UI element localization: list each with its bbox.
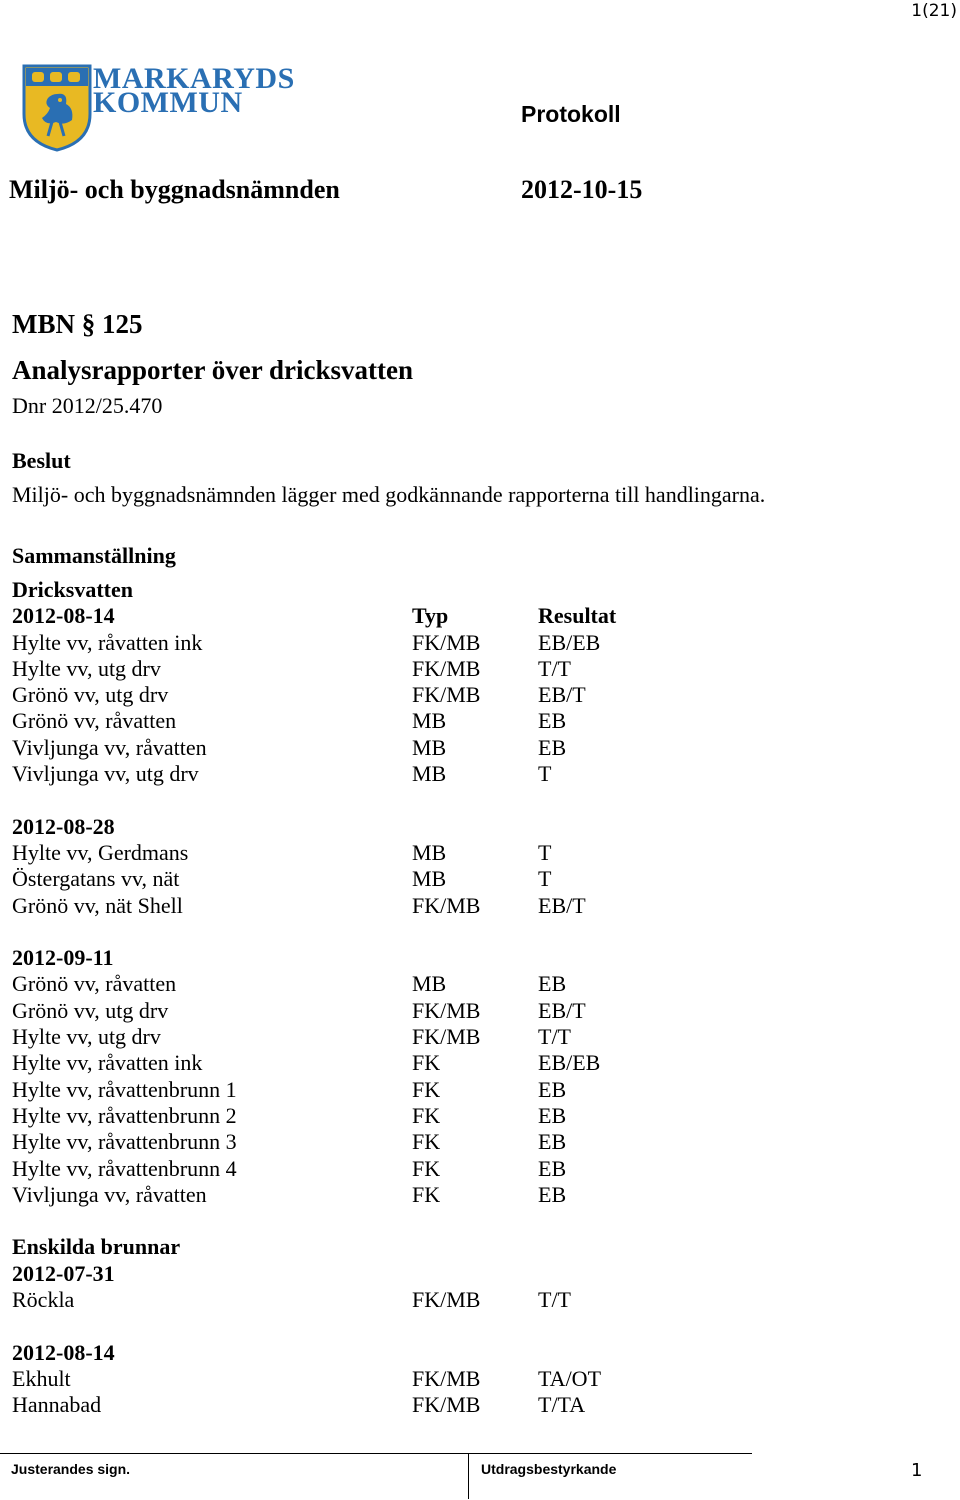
sampling-point: Vivljunga vv, utg drv <box>12 761 199 787</box>
decision-heading: Beslut <box>12 448 71 473</box>
sampling-point: Grönö vv, utg drv <box>12 682 169 708</box>
footer-signature-label: Justerandes sign. <box>11 1461 131 1477</box>
analysis-result: EB/T <box>538 892 586 918</box>
table-heading: Dricksvatten <box>12 577 133 602</box>
analysis-result: T/T <box>538 1287 571 1313</box>
sampling-point: Hylte vv, råvatten ink <box>12 1050 203 1076</box>
analysis-result: EB <box>538 1155 567 1181</box>
footer-page-number: 1 <box>911 1460 923 1481</box>
analysis-result: EB/EB <box>538 629 601 655</box>
analysis-result: EB/EB <box>538 1050 601 1076</box>
analysis-result: T <box>538 761 552 787</box>
sampling-point: Grönö vv, nät Shell <box>12 892 183 918</box>
analysis-result: EB/T <box>538 997 586 1023</box>
column-header-typ: Typ <box>412 603 449 629</box>
analysis-type: FK/MB <box>412 892 481 918</box>
sampling-point: Hylte vv, råvattenbrunn 3 <box>12 1129 237 1155</box>
private-wells-heading: Enskilda brunnar <box>12 1234 181 1260</box>
analysis-result: EB <box>538 971 567 997</box>
footer-certification-label: Utdragsbestyrkande <box>481 1461 617 1477</box>
decision-text: Miljö- och byggnadsnämnden lägger med godkännande rapporterna till handlingarna. <box>12 482 766 507</box>
analysis-type: FK/MB <box>412 1365 481 1391</box>
coat-of-arms-icon <box>22 64 92 157</box>
analysis-type: MB <box>412 839 447 865</box>
logo-text-line2: KOMMUN <box>93 86 243 119</box>
sampling-point: Hylte vv, utg drv <box>12 655 161 681</box>
analysis-result: TA/OT <box>538 1365 602 1391</box>
meeting-date: 2012-10-15 <box>521 175 643 204</box>
analysis-type: FK/MB <box>412 997 481 1023</box>
analysis-type: MB <box>412 761 447 787</box>
analysis-type: FK <box>412 1050 441 1076</box>
sampling-point: Grönö vv, utg drv <box>12 997 169 1023</box>
sampling-point: Östergatans vv, nät <box>12 866 180 892</box>
sampling-point: Vivljunga vv, råvatten <box>12 1181 207 1207</box>
column-header-resultat: Resultat <box>538 603 617 629</box>
paragraph-number: MBN § 125 <box>12 309 143 339</box>
analysis-type: FK/MB <box>412 629 481 655</box>
sampling-point: Grönö vv, råvatten <box>12 971 177 997</box>
analysis-result: T/T <box>538 655 571 681</box>
subject-title: Analysrapporter över dricksvatten <box>12 355 413 385</box>
sampling-point: Grönö vv, råvatten <box>12 708 177 734</box>
diary-number: Dnr 2012/25.470 <box>12 393 163 418</box>
analysis-result: EB <box>538 734 567 760</box>
analysis-result: T <box>538 866 552 892</box>
sampling-point: Hylte vv, råvattenbrunn 2 <box>12 1102 237 1128</box>
analysis-type: FK <box>412 1076 441 1102</box>
analysis-result: EB <box>538 708 567 734</box>
sampling-point: Hylte vv, utg drv <box>12 1024 161 1050</box>
group-date: 2012-08-28 <box>12 813 115 839</box>
analysis-type: FK <box>412 1129 441 1155</box>
analysis-result: EB <box>538 1076 567 1102</box>
analysis-type: FK <box>412 1181 441 1207</box>
group-date: 2012-09-11 <box>12 945 114 971</box>
sampling-point: Hylte vv, råvattenbrunn 4 <box>12 1155 237 1181</box>
sampling-point: Hylte vv, råvattenbrunn 1 <box>12 1076 237 1102</box>
analysis-result: EB <box>538 1181 567 1207</box>
footer-divider <box>468 1453 469 1499</box>
sampling-point: Hannabad <box>12 1392 102 1418</box>
analysis-type: MB <box>412 971 447 997</box>
sampling-point: Röckla <box>12 1287 75 1313</box>
analysis-result: EB <box>538 1102 567 1128</box>
page-counter: 1(21) <box>911 1 957 21</box>
sampling-point: Ekhult <box>12 1365 71 1391</box>
committee-name: Miljö- och byggnadsnämnden <box>9 175 340 204</box>
analysis-type: FK <box>412 1155 441 1181</box>
group-date: 2012-07-31 <box>12 1260 115 1286</box>
analysis-type: FK/MB <box>412 1392 481 1418</box>
analysis-type: FK/MB <box>412 1024 481 1050</box>
group-date: 2012-08-14 <box>12 1339 115 1365</box>
logo-text-line1: MARKARYDS <box>93 62 295 95</box>
summary-heading: Sammanställning <box>12 543 176 568</box>
analysis-result: T/T <box>538 1024 571 1050</box>
analysis-type: MB <box>412 734 447 760</box>
sampling-point: Vivljunga vv, råvatten <box>12 734 207 760</box>
group-date: 2012-08-14 <box>12 603 115 629</box>
analysis-type: FK/MB <box>412 682 481 708</box>
analysis-result: T <box>538 839 552 865</box>
analysis-result: EB/T <box>538 682 586 708</box>
document-type: Protokoll <box>521 101 621 127</box>
analysis-type: FK/MB <box>412 1287 481 1313</box>
sampling-point: Hylte vv, råvatten ink <box>12 629 203 655</box>
sampling-point: Hylte vv, Gerdmans <box>12 839 189 865</box>
analysis-type: FK/MB <box>412 655 481 681</box>
analysis-result: T/TA <box>538 1392 586 1418</box>
analysis-type: MB <box>412 708 447 734</box>
footer-rule <box>0 1453 752 1454</box>
analysis-result: EB <box>538 1129 567 1155</box>
analysis-type: FK <box>412 1102 441 1128</box>
analysis-type: MB <box>412 866 447 892</box>
